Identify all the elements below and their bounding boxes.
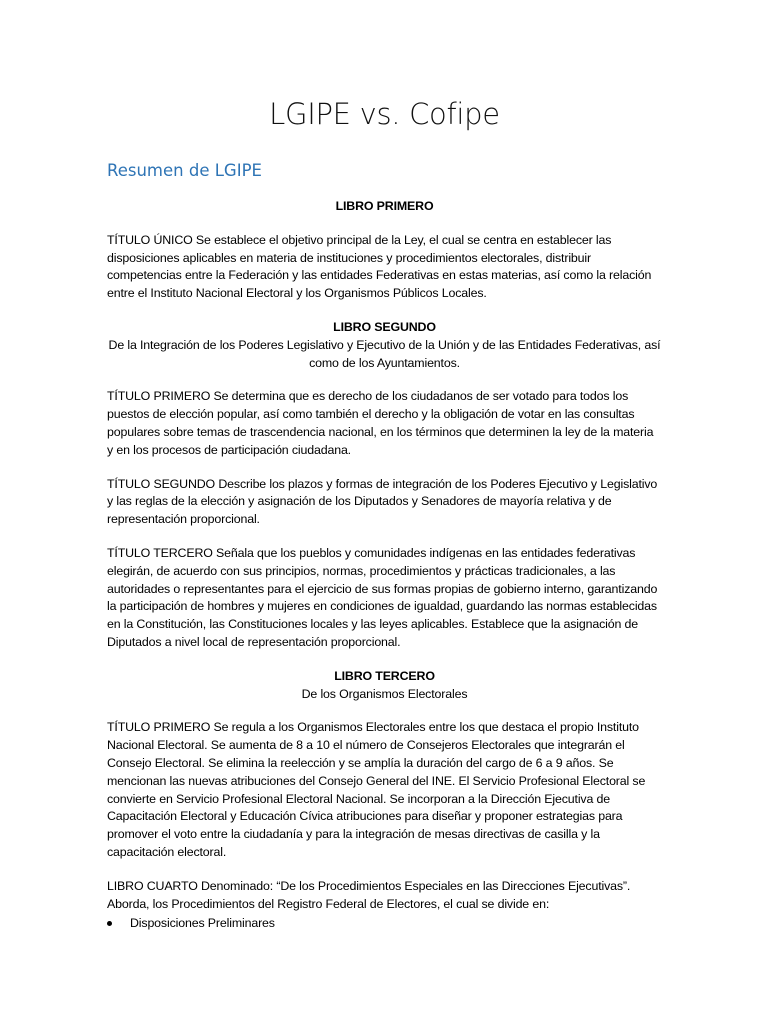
libro-segundo-titulo-segundo-text: Describe los plazos y formas de integración de los Poderes Ejecutivo y Legislativo y las reglas de la elección y asignación de los Diputados y Senadores de mayoría relativa y de representación proporcional. <box>107 476 658 527</box>
libro-tercero-header <box>107 668 662 704</box>
document-title: LGIPE vs. Cofipe <box>269 97 500 131</box>
libro-segundo-header <box>107 319 662 372</box>
list-item <box>107 915 662 933</box>
libro-primero-heading: LIBRO PRIMERO <box>335 199 434 213</box>
libro-tercero-subheading: De los Organismos Electorales <box>301 686 468 701</box>
libro-segundo-titulo-segundo-paragraph <box>107 476 662 529</box>
libro-segundo-subheading: De la Integración de los Poderes Legislativo y Ejecutivo de la Unión y de las Entidades Federativas, así como de los Ayuntamientos. <box>108 337 661 370</box>
libro-cuarto-bullet-list <box>107 915 662 933</box>
libro-cuarto-text: Denominado: “De los Procedimientos Especiales en las Direcciones Ejecutivas”. Aborda, los Procedimientos del Registro Federal de Electores, el cual se divide en: <box>107 878 631 911</box>
libro-segundo-heading: LIBRO SEGUNDO <box>333 319 436 334</box>
titulo-unico-text: Se establece el objetivo principal de la Ley, el cual se centra en establecer las disposiciones aplicables en materia de instituciones y procedimientos electorales, distribuir competencias entre la Federación y las entidades Federativas en estas materias, así como la relación entre el Instituto Nacional Electoral y los Organismos Públicos Locales. <box>107 232 652 301</box>
libro-cuarto-label: LIBRO CUARTO <box>107 878 198 893</box>
libro-segundo-titulo-segundo-label: TÍTULO SEGUNDO <box>107 476 216 491</box>
libro-tercero-titulo-primero-paragraph <box>107 719 662 861</box>
titulo-unico-paragraph <box>107 232 662 303</box>
libro-cuarto-paragraph <box>107 878 662 914</box>
libro-segundo-titulo-primero-text: Se determina que es derecho de los ciudadanos de ser votado para todos los puestos de elección popular, así como también el derecho y la obligación de votar en las consultas populares sobre temas de trascendencia nacional, en los términos que determinen la ley de la materia y en los procesos de participación ciudadana. <box>107 389 654 457</box>
libro-tercero-titulo-primero-text: Se regula a los Organismos Electorales entre los que destaca el propio Instituto Nacional Electoral. Se aumenta de 8 a 10 el número de Consejeros Electorales que integrarán el Consejo Electoral. Se elimina la reelección y se amplía la duración del cargo de 6 a 9 años. Se mencionan las nuevas atribuciones del Consejo General del INE. El Servicio Profesional Electoral se convierte en Servicio Profesional Electoral Nacional. Se incorporan a la Dirección Ejecutiva de Capacitación Electoral y Educación Cívica atribuciones para diseñar y proponer estrategias para promover el voto entre la ciudadanía y para la integración de mesas directivas de casilla y la capacitación electoral. <box>107 720 646 859</box>
libro-tercero-titulo-primero-label: TÍTULO PRIMERO <box>107 720 211 735</box>
libro-tercero-heading: LIBRO TERCERO <box>334 668 435 683</box>
titulo-unico-label: TÍTULO ÚNICO <box>107 232 193 247</box>
bullet-icon <box>107 921 112 926</box>
libro-segundo-titulo-tercero-text: Señala que los pueblos y comunidades indígenas en las entidades federativas elegirán, de acuerdo con sus principios, normas, procedimientos y prácticas tradicionales, a las autoridades o representantes para el ejercicio de sus formas propias de gobierno interno, garantizando la participación de hombres y mujeres en condiciones de igualdad, guardando las normas establecidas en la Constitución, las Constituciones locales y las leyes aplicables. Establece que la asignación de Diputados a nivel local de representación proporcional. <box>107 545 658 649</box>
section-heading: Resumen de LGIPE <box>107 161 262 180</box>
libro-segundo-titulo-tercero-label: TÍTULO TERCERO <box>107 545 213 560</box>
libro-segundo-titulo-tercero-paragraph <box>107 545 662 652</box>
list-item-text: Disposiciones Preliminares <box>130 916 275 931</box>
libro-segundo-titulo-primero-paragraph <box>107 388 662 459</box>
libro-segundo-titulo-primero-label: TÍTULO PRIMERO <box>107 389 211 404</box>
